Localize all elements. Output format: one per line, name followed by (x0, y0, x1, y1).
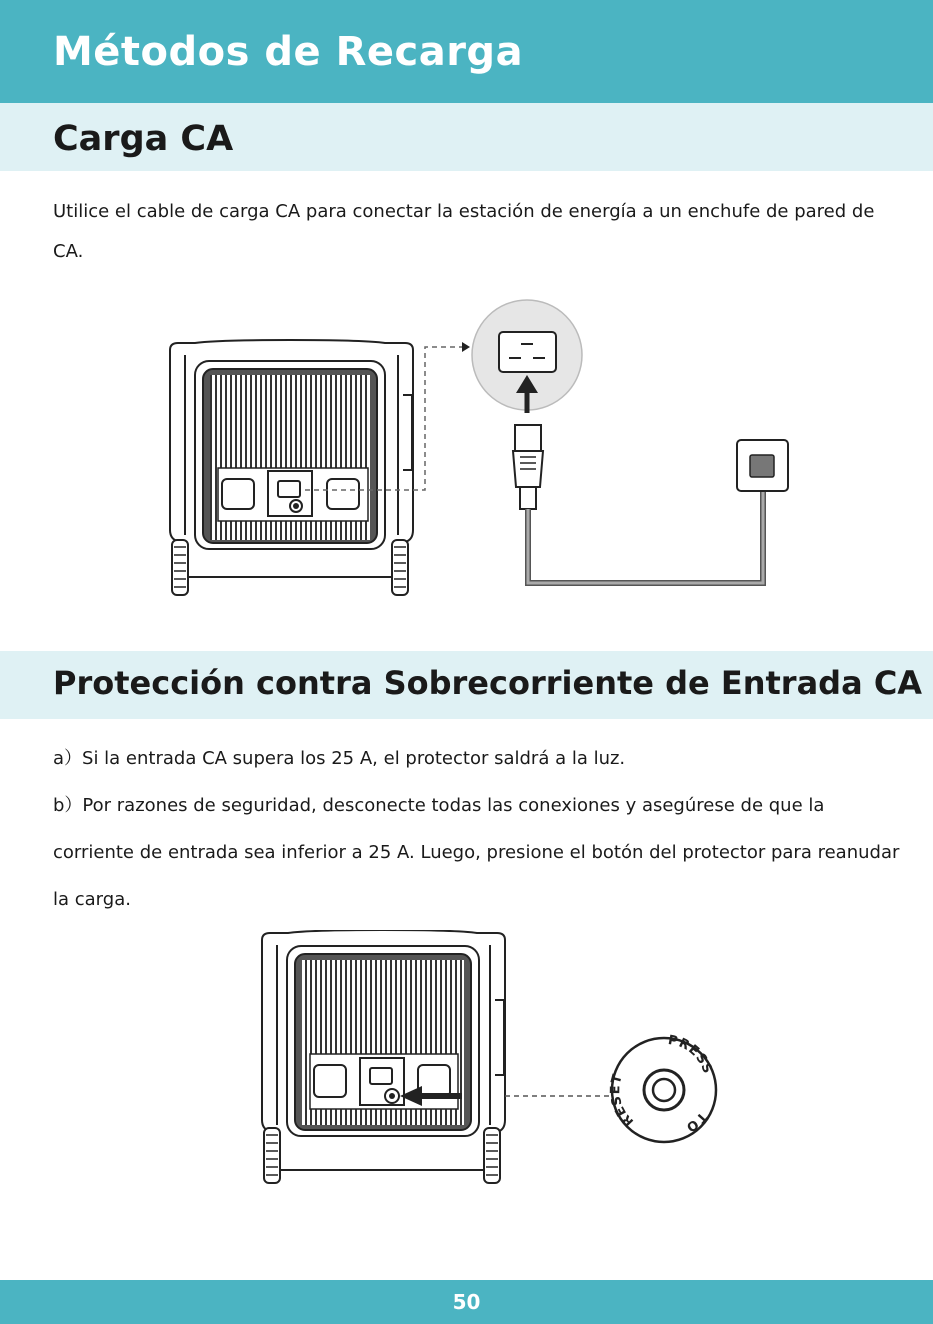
header-bar (0, 0, 933, 103)
press-label: PRESS (666, 1032, 716, 1077)
section-heading-ac-charging: Carga CA (53, 119, 234, 159)
section-band-overcurrent (0, 651, 933, 719)
ac-inlet-zoom-icon (472, 300, 582, 413)
ac-plug-icon (513, 425, 543, 509)
instruction-item-a: a）Si la entrada CA supera los 25 A, el protector saldrá a la luz. (53, 748, 626, 769)
power-cable (528, 477, 763, 583)
page-title: Métodos de Recarga (53, 29, 524, 75)
power-station-icon (170, 340, 413, 595)
section-band-ac-charging (0, 103, 933, 171)
to-label: TO (682, 1108, 710, 1135)
reset-button-icon (608, 1033, 716, 1142)
ac-charging-illustration (0, 295, 933, 615)
instruction-item-b: b）Por razones de seguridad, desconecte todas las conexiones y asegúrese de que la corriente de entrada sea inferior a 25 A. Luego, presione el botón del protector para reanudar la carga. (53, 795, 900, 910)
footer-bar (0, 1280, 933, 1324)
ac-charging-description: Utilice el cable de carga CA para conectar la estación de energía a un enchufe de pared de CA. (53, 201, 875, 262)
reset-label: RESET (608, 1072, 637, 1130)
section-heading-overcurrent: Protección contra Sobrecorriente de Entrada CA (53, 664, 923, 702)
overcurrent-instructions (53, 735, 903, 923)
page-number: 50 (452, 1290, 481, 1314)
power-station-icon (262, 930, 505, 1183)
protector-reset-illustration (0, 930, 933, 1190)
wall-outlet-icon (737, 440, 788, 491)
